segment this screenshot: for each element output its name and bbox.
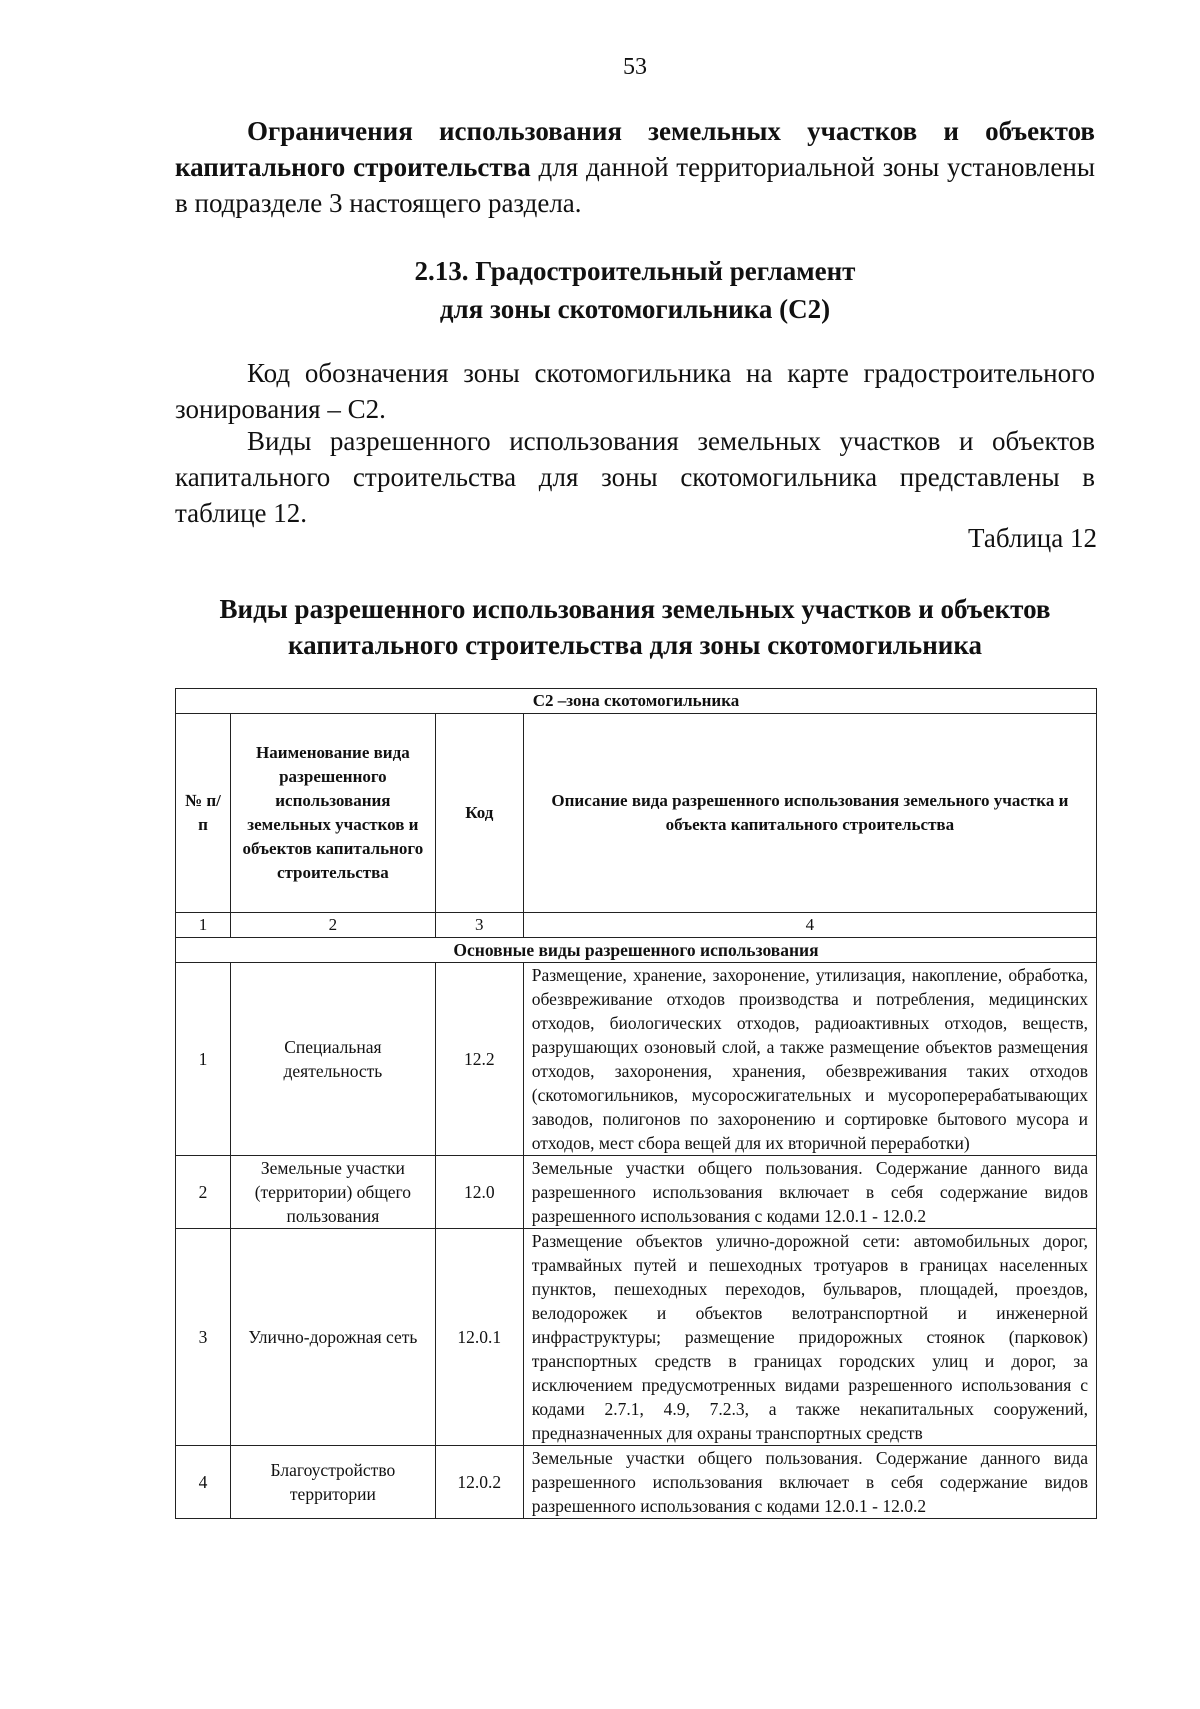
row-description: Земельные участки общего пользования. Содержание данного вида разрешенного использования включает в себя содержание видов разрешенного использования с кодами 12.0.1 - 12.0.2 xyxy=(523,1156,1096,1229)
intro-regular-text: для данной территориальной зоны установлены в подразделе 3 настоящего раздела. xyxy=(175,152,1095,218)
group-header-row xyxy=(176,938,1097,963)
row-number: 3 xyxy=(176,1229,231,1446)
row-name: Земельные участки (территории) общего пользования xyxy=(230,1156,435,1229)
row-name: Специальная деятельность xyxy=(230,963,435,1156)
table-title-line1: Виды разрешенного использования земельных участков и объектов xyxy=(219,594,1051,624)
row-description: Размещение, хранение, захоронение, утилизация, накопление, обработка, обезвреживание отходов производства и потребления, медицинских отходов, биологических отходов, радиоактивных отходов, веществ, разрушающих озоновый слой, а также размещение объектов размещения отходов, захоронения, хранения, обезвреживания таких отходов (скотомогильников, мусоросжигательных и мусороперерабатывающих заводов, полигонов по захоронению и сортировке бытового мусора и отходов, мест сбора вещей для их вторичной переработки) xyxy=(523,963,1096,1156)
zone-code-paragraph: Код обозначения зоны скотомогильника на карте градостроительного зонирования – С2. xyxy=(175,358,1095,424)
header-code: Код xyxy=(435,714,523,913)
page-number: 53 xyxy=(623,54,647,80)
row-code: 12.2 xyxy=(435,963,523,1156)
row-description: Размещение объектов улично-дорожной сети: автомобильных дорог, трамвайных путей и пешеходных тротуаров в границах населенных пунктов, пешеходных переходов, бульваров, площадей, проездов, велодорожек и объектов велотранспортной и инженерной инфраструктуры; размещение придорожных стоянок (парковок) транспортных средств в границах городских улиц и дорог, за исключением предусмотренных видами разрешенного использования с кодами 2.7.1, 4.9, 7.2.3, а также некапитальных сооружений, предназначенных для охраны транспортных средств xyxy=(523,1229,1096,1446)
intro-bold-text: Ограничения использования земельных участков и объектов капитального строительства xyxy=(175,116,1095,182)
row-number: 1 xyxy=(176,963,231,1156)
column-number: 1 xyxy=(176,913,231,938)
zone-header-cell: С2 –зона скотомогильника xyxy=(176,689,1097,714)
row-code: 12.0 xyxy=(435,1156,523,1229)
column-number-row xyxy=(176,913,1097,938)
row-code: 12.0.1 xyxy=(435,1229,523,1446)
table-title-line2: капитального строительства для зоны скотомогильника xyxy=(288,630,982,660)
permitted-uses-table xyxy=(175,688,1097,1519)
table-title xyxy=(175,591,1095,663)
row-name: Улично-дорожная сеть xyxy=(230,1229,435,1446)
table-caption: Таблица 12 xyxy=(968,523,1097,553)
header-num: № п/п xyxy=(176,714,231,913)
header-name: Наименование вида разрешенного использования земельных участков и объектов капитального строительства xyxy=(230,714,435,913)
column-header-row xyxy=(176,714,1097,913)
section-title-line1: 2.13. Градостроительный регламент xyxy=(414,256,856,286)
section-title xyxy=(175,252,1095,328)
table-row xyxy=(176,1156,1097,1229)
intro-paragraph xyxy=(175,113,1095,221)
group-header-cell: Основные виды разрешенного использования xyxy=(176,938,1097,963)
table-row xyxy=(176,963,1097,1156)
section-title-line2: для зоны скотомогильника (С2) xyxy=(439,294,831,324)
row-number: 4 xyxy=(176,1446,231,1519)
header-desc: Описание вида разрешенного использования земельного участка и объекта капитального строительства xyxy=(523,714,1096,913)
row-description: Земельные участки общего пользования. Содержание данного вида разрешенного использования включает в себя содержание видов разрешенного использования с кодами 12.0.1 - 12.0.2 xyxy=(523,1446,1096,1519)
column-number: 3 xyxy=(435,913,523,938)
row-name: Благоустройство территории xyxy=(230,1446,435,1519)
table-row xyxy=(176,1446,1097,1519)
permitted-uses-paragraph: Виды разрешенного использования земельных участков и объектов капитального строительства для зоны скотомогильника представлены в таблице 12. xyxy=(175,426,1095,528)
column-number: 4 xyxy=(523,913,1096,938)
row-code: 12.0.2 xyxy=(435,1446,523,1519)
zone-header-row xyxy=(176,689,1097,714)
table-row xyxy=(176,1229,1097,1446)
column-number: 2 xyxy=(230,913,435,938)
row-number: 2 xyxy=(176,1156,231,1229)
